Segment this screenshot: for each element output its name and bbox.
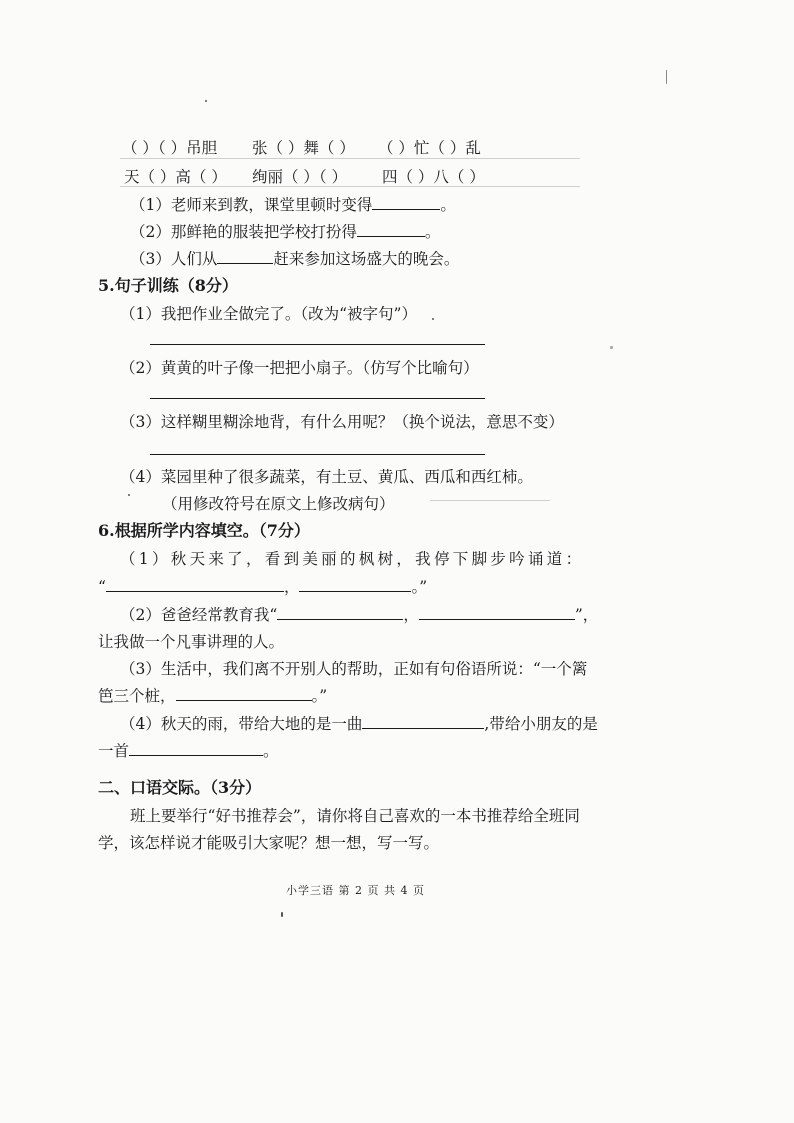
s5-item-4: （4）菜园里种了很多蔬菜，有土豆、黄瓜、西瓜和西红柿。	[120, 468, 533, 486]
scan-speck	[205, 100, 207, 102]
scan-speck	[128, 494, 130, 496]
s6-item-3: （3）生活中，我们离不开别人的帮助，正如有句俗语所说：“一个篱	[120, 660, 588, 678]
answer-blank[interactable]	[357, 222, 425, 237]
idiom-4: 天（ ）高（ ）	[124, 168, 227, 186]
s6-item-4: （4）秋天的雨，带给大地的是一曲 ,带给小朋友的是	[120, 715, 598, 733]
idiom-6: 四（ ）八（ ）	[382, 168, 485, 186]
section-oral-title: 二、口语交际。（3分）	[98, 778, 262, 797]
scan-speck	[666, 70, 667, 84]
idiom-row-2-c	[382, 167, 485, 187]
s6-item-4-cont: 一首 。	[98, 742, 279, 760]
scan-speck	[610, 346, 613, 349]
answer-blank[interactable]	[419, 605, 575, 620]
idiom-row-1-b	[252, 138, 355, 158]
scan-speck	[432, 318, 434, 320]
bleed-rule	[120, 158, 580, 159]
s5-item-2: （2）黄黄的叶子像一把把小扇子。（仿写个比喻句）	[120, 359, 479, 377]
idiom-row-2-b	[252, 167, 347, 187]
idiom-row-2	[124, 167, 227, 187]
idiom-sentence-3: （3）人们从 赶来参加这场盛大的晚会。	[130, 250, 460, 268]
section-6-title: 6.根据所学内容填空。（7分）	[98, 521, 310, 540]
scan-speck	[281, 912, 283, 917]
section-oral-line-1: 班上要举行“好书推荐会”，请你将自己喜欢的一本书推荐给全班同	[130, 807, 580, 825]
s6-item-1-blanks: “ ， 。”	[98, 578, 428, 596]
s5-item-3: （3）这样糊里糊涂地背，有什么用呢？（换个说法，意思不变）	[120, 413, 564, 431]
idiom-row-1-c	[378, 138, 481, 158]
s6-item-1: （1）秋天来了，看到美丽的枫树，我停下脚步吟诵道：	[120, 550, 585, 568]
idiom-sentence-2: （2）那鲜艳的服装把学校打扮得 。	[130, 223, 441, 241]
answer-blank[interactable]	[176, 686, 312, 701]
bleed-rule	[430, 500, 550, 501]
answer-line[interactable]	[150, 344, 485, 345]
answer-blank[interactable]	[217, 249, 273, 264]
answer-line[interactable]	[150, 454, 485, 455]
answer-blank[interactable]	[372, 195, 440, 210]
answer-blank[interactable]	[129, 741, 263, 756]
idiom-2: 张（ ）舞（ ）	[252, 139, 355, 157]
s5-item-1: （1）我把作业全做完了。（改为“被字句”）	[120, 305, 417, 323]
page-footer: 小学三语 第 2 页 共 4 页	[286, 884, 425, 897]
section-oral-line-2: 学，该怎样说才能吸引大家呢？想一想，写一写。	[98, 834, 440, 852]
answer-blank[interactable]	[277, 605, 403, 620]
idiom-sentence-1: （1）老师来到教，课堂里顿时变得 。	[130, 196, 456, 214]
section-5-title: 5.句子训练（8分）	[98, 276, 238, 295]
idiom-5: 绚丽（ ）（ ）	[252, 168, 348, 186]
idiom-1: （ ）（ ）吊胆	[122, 139, 218, 157]
s5-note: （用修改符号在原文上修改病句）	[162, 495, 395, 513]
s6-item-2: （2）爸爸经常教育我“ ， ”，	[120, 606, 599, 624]
idiom-3: （ ）忙（ ）乱	[378, 139, 481, 157]
answer-blank[interactable]	[106, 577, 284, 592]
s6-item-2-cont: 让我做一个凡事讲理的人。	[98, 633, 285, 651]
answer-line[interactable]	[150, 398, 485, 399]
answer-blank[interactable]	[299, 577, 411, 592]
s6-item-3-cont: 笆三个桩， 。”	[98, 687, 328, 705]
idiom-row-1	[122, 138, 217, 158]
answer-blank[interactable]	[362, 714, 484, 729]
